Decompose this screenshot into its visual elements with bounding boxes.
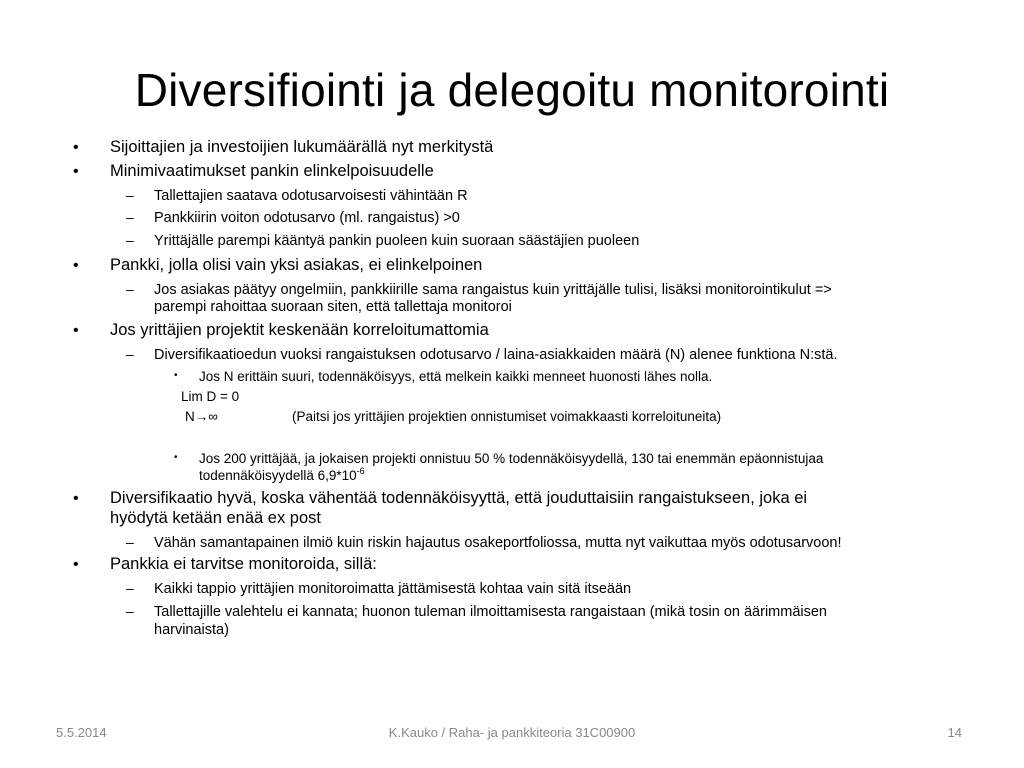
probability-text: todennäköisyydellä 6,9*10 bbox=[199, 468, 357, 483]
formula-line: Lim D = 0 bbox=[181, 389, 240, 404]
bullet-marker: • bbox=[73, 556, 79, 573]
sub-bullet-text: Diversifikaatioedun vuoksi rangaistuksen odotusarvo / laina-asiakkaiden määrä (N) alenee funktiona N:stä. bbox=[154, 347, 838, 363]
footer-date: 5.5.2014 bbox=[56, 725, 107, 740]
bullet-marker: • bbox=[73, 490, 79, 507]
bullet-text: Jos yrittäjien projektit keskenään korreloitumattomia bbox=[110, 321, 489, 339]
bullet-text: Sijoittajien ja investoijien lukumäärällä nyt merkitystä bbox=[110, 138, 494, 156]
dash-marker: – bbox=[126, 209, 134, 225]
bullet-marker: • bbox=[73, 139, 79, 156]
sub-bullet-text: Vähän samantapainen ilmiö kuin riskin hajautus osakeportfoliossa, mutta nyt vaikuttaa myös odotusarvoon! bbox=[154, 535, 842, 551]
formula-subscript: N→∞ bbox=[185, 409, 218, 424]
sub-sub-bullet-text: Jos N erittäin suuri, todennäköisyys, että melkein kaikki menneet huonosti lähes nolla. bbox=[199, 369, 713, 384]
footer-title: K.Kauko / Raha- ja pankkiteoria 31C00900 bbox=[388, 725, 636, 740]
sub-bullet-text: Tallettajille valehtelu ei kannata; huonon tuleman ilmoittamisesta rangaistaan (mikä tosin on äärimmäisen bbox=[154, 604, 827, 620]
bullet-text-continued: hyödytä ketään enää ex post bbox=[110, 509, 321, 527]
slide-title: Diversifiointi ja delegoitu monitorointi bbox=[134, 64, 890, 116]
sub-bullet-text: Pankkiirin voiton odotusarvo (ml. rangaistus) >0 bbox=[154, 210, 460, 226]
dash-marker: – bbox=[126, 534, 134, 550]
dash-marker: – bbox=[126, 187, 134, 203]
bullet-marker: • bbox=[73, 163, 79, 180]
bullet-text: Diversifikaatio hyvä, koska vähentää todennäköisyyttä, että jouduttaisiin rangaistukseen, joka ei bbox=[110, 489, 808, 507]
bullet-text: Pankki, jolla olisi vain yksi asiakas, ei elinkelpoinen bbox=[110, 256, 483, 274]
sub-bullet-text: Yrittäjälle parempi kääntyä pankin puoleen kuin suoraan säästäjien puoleen bbox=[154, 233, 640, 249]
dash-marker: – bbox=[126, 603, 134, 619]
footer-page-number: 14 bbox=[947, 725, 962, 740]
formula-note: (Paitsi jos yrittäjien projektien onnistumiset voimakkaasti korreloituneita) bbox=[292, 409, 722, 424]
exponent: -6 bbox=[356, 466, 365, 476]
bullet-marker: • bbox=[174, 370, 178, 381]
dash-marker: – bbox=[126, 232, 134, 248]
bullet-text: Minimivaatimukset pankin elinkelpoisuudelle bbox=[110, 162, 434, 180]
bullet-text: Pankkia ei tarvitse monitoroida, sillä: bbox=[110, 555, 377, 573]
sub-sub-bullet-text-continued bbox=[199, 467, 365, 484]
bullet-marker: • bbox=[73, 257, 79, 274]
sub-bullet-text-continued: harvinaista) bbox=[154, 622, 229, 638]
sub-bullet-text: Tallettajien saatava odotusarvoisesti vähintään R bbox=[154, 188, 468, 204]
dash-marker: – bbox=[126, 346, 134, 362]
bullet-marker: • bbox=[73, 322, 79, 339]
sub-bullet-text: Jos asiakas päätyy ongelmiin, pankkiirille sama rangaistus kuin yrittäjälle tulisi, lisäksi monitorointikulut => bbox=[154, 282, 832, 298]
dash-marker: – bbox=[126, 281, 134, 297]
sub-bullet-text: Kaikki tappio yrittäjien monitoroimatta jättämisestä kohtaa vain sitä itseään bbox=[154, 581, 632, 597]
sub-bullet-text-continued: parempi rahoittaa suoraan siten, että tallettaja monitoroi bbox=[154, 299, 512, 315]
dash-marker: – bbox=[126, 580, 134, 596]
sub-sub-bullet-text: Jos 200 yrittäjää, ja jokaisen projekti onnistuu 50 % todennäköisyydellä, 130 tai enemmän epäonnistujaa bbox=[199, 451, 824, 466]
bullet-marker: • bbox=[174, 452, 178, 463]
